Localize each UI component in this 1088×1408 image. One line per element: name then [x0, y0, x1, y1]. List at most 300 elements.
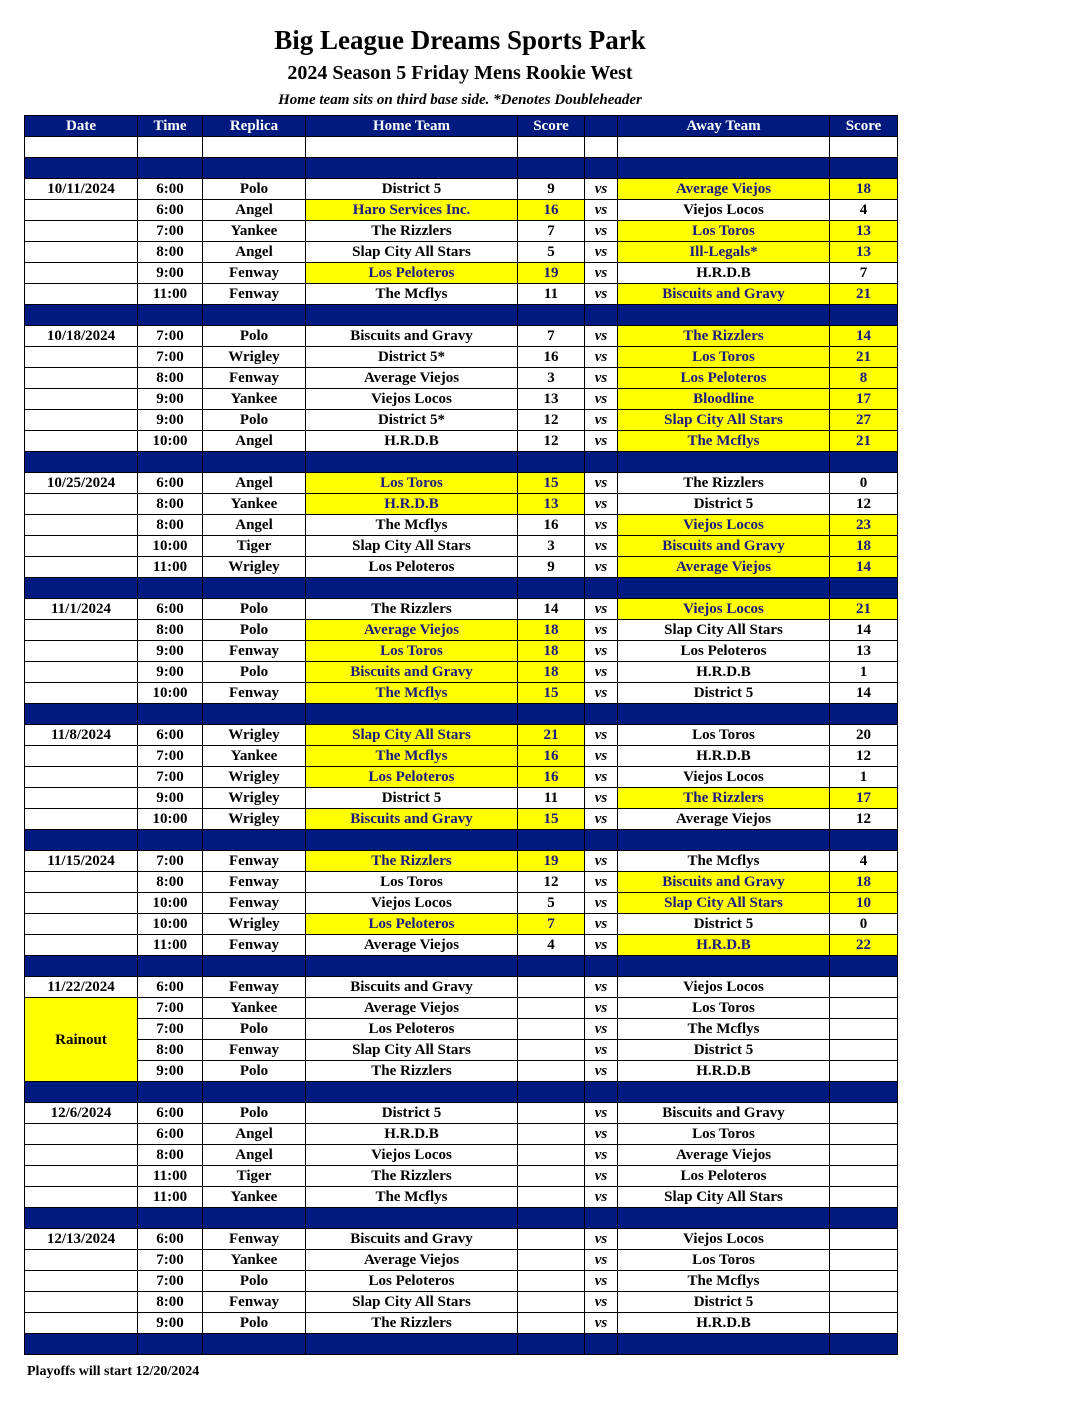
game-date — [25, 872, 138, 893]
home-score: 12 — [518, 410, 585, 431]
home-team: The Rizzlers — [306, 1313, 518, 1334]
away-score: 18 — [830, 179, 898, 200]
game-time: 11:00 — [138, 1166, 203, 1187]
home-score: 18 — [518, 662, 585, 683]
away-team: H.R.D.B — [618, 263, 830, 284]
home-score — [518, 1103, 585, 1124]
away-score: 10 — [830, 893, 898, 914]
vs-label: vs — [585, 1187, 618, 1208]
away-score: 27 — [830, 410, 898, 431]
away-team: Average Viejos — [618, 557, 830, 578]
vs-label: vs — [585, 1103, 618, 1124]
home-score: 3 — [518, 368, 585, 389]
away-score: 13 — [830, 221, 898, 242]
home-team: Slap City All Stars — [306, 725, 518, 746]
vs-label: vs — [585, 1124, 618, 1145]
vs-label: vs — [585, 347, 618, 368]
table-row — [25, 473, 898, 494]
page-title: Big League Dreams Sports Park — [274, 25, 646, 55]
game-time: 8:00 — [138, 515, 203, 536]
game-date — [25, 914, 138, 935]
home-score — [518, 1187, 585, 1208]
home-score: 13 — [518, 494, 585, 515]
home-team: District 5 — [306, 788, 518, 809]
home-score: 18 — [518, 620, 585, 641]
game-time: 6:00 — [138, 1229, 203, 1250]
table-row — [25, 515, 898, 536]
home-team: Biscuits and Gravy — [306, 977, 518, 998]
game-time: 10:00 — [138, 431, 203, 452]
game-date — [25, 242, 138, 263]
table-row — [25, 788, 898, 809]
game-date: 10/11/2024 — [25, 179, 138, 200]
game-date — [25, 284, 138, 305]
table-row — [25, 1187, 898, 1208]
away-team: H.R.D.B — [618, 1061, 830, 1082]
away-team: Los Toros — [618, 221, 830, 242]
vs-label: vs — [585, 683, 618, 704]
vs-label: vs — [585, 725, 618, 746]
away-team: Viejos Locos — [618, 1229, 830, 1250]
home-score — [518, 977, 585, 998]
home-team: Los Peloteros — [306, 1019, 518, 1040]
game-replica: Angel — [203, 1145, 306, 1166]
away-team: Los Peloteros — [618, 368, 830, 389]
vs-label: vs — [585, 494, 618, 515]
game-replica: Yankee — [203, 746, 306, 767]
game-replica: Wrigley — [203, 767, 306, 788]
table-row — [25, 893, 898, 914]
game-date — [25, 1250, 138, 1271]
table-row — [25, 221, 898, 242]
footer-note: Playoffs will start 12/20/2024 — [27, 1364, 200, 1379]
home-score: 7 — [518, 221, 585, 242]
game-time: 10:00 — [138, 914, 203, 935]
away-score — [830, 1061, 898, 1082]
vs-label: vs — [585, 1292, 618, 1313]
home-team: Haro Services Inc. — [306, 200, 518, 221]
week-separator-row — [25, 956, 898, 977]
vs-label: vs — [585, 284, 618, 305]
home-team: The Mcflys — [306, 1187, 518, 1208]
game-time: 6:00 — [138, 1103, 203, 1124]
away-score — [830, 1040, 898, 1061]
vs-label: vs — [585, 200, 618, 221]
game-replica: Polo — [203, 1313, 306, 1334]
vs-label: vs — [585, 809, 618, 830]
away-score: 14 — [830, 683, 898, 704]
table-row — [25, 1271, 898, 1292]
table-row — [25, 1166, 898, 1187]
vs-label: vs — [585, 326, 618, 347]
game-replica: Fenway — [203, 872, 306, 893]
home-score: 5 — [518, 893, 585, 914]
game-time: 8:00 — [138, 494, 203, 515]
game-time: 10:00 — [138, 809, 203, 830]
home-team: Los Peloteros — [306, 914, 518, 935]
home-team: Viejos Locos — [306, 893, 518, 914]
game-time: 9:00 — [138, 1061, 203, 1082]
away-score — [830, 1166, 898, 1187]
game-time: 6:00 — [138, 977, 203, 998]
game-time: 6:00 — [138, 200, 203, 221]
game-time: 7:00 — [138, 767, 203, 788]
game-date — [25, 1166, 138, 1187]
home-team: Slap City All Stars — [306, 536, 518, 557]
away-team: The Rizzlers — [618, 788, 830, 809]
game-replica: Wrigley — [203, 809, 306, 830]
game-date — [25, 1292, 138, 1313]
game-replica: Wrigley — [203, 557, 306, 578]
away-score: 21 — [830, 284, 898, 305]
table-row — [25, 536, 898, 557]
vs-label: vs — [585, 767, 618, 788]
col-header-home-team: Home Team — [306, 116, 518, 137]
game-replica: Polo — [203, 620, 306, 641]
away-score — [830, 1292, 898, 1313]
home-team: Slap City All Stars — [306, 1040, 518, 1061]
away-team: Slap City All Stars — [618, 620, 830, 641]
game-date — [25, 515, 138, 536]
table-row — [25, 1145, 898, 1166]
game-replica: Fenway — [203, 284, 306, 305]
col-header-vs — [585, 116, 618, 137]
game-date — [25, 368, 138, 389]
away-score — [830, 1271, 898, 1292]
away-team: H.R.D.B — [618, 746, 830, 767]
vs-label: vs — [585, 914, 618, 935]
home-team: Biscuits and Gravy — [306, 1229, 518, 1250]
table-row — [25, 368, 898, 389]
game-date — [25, 767, 138, 788]
table-row — [25, 410, 898, 431]
home-team: Los Toros — [306, 872, 518, 893]
table-row — [25, 998, 898, 1019]
game-date: 12/6/2024 — [25, 1103, 138, 1124]
game-time: 10:00 — [138, 893, 203, 914]
home-score: 16 — [518, 515, 585, 536]
away-team: Average Viejos — [618, 1145, 830, 1166]
away-score: 21 — [830, 431, 898, 452]
away-score — [830, 1313, 898, 1334]
game-replica: Fenway — [203, 368, 306, 389]
col-header-time: Time — [138, 116, 203, 137]
home-score: 15 — [518, 683, 585, 704]
home-score: 7 — [518, 326, 585, 347]
away-score: 18 — [830, 872, 898, 893]
away-score: 12 — [830, 746, 898, 767]
rainout-badge: Rainout — [25, 998, 138, 1082]
home-team: Viejos Locos — [306, 1145, 518, 1166]
home-team: District 5* — [306, 410, 518, 431]
table-row — [25, 1019, 898, 1040]
away-score: 4 — [830, 851, 898, 872]
game-replica: Polo — [203, 1271, 306, 1292]
table-row — [25, 767, 898, 788]
table-row — [25, 1250, 898, 1271]
home-score: 16 — [518, 347, 585, 368]
away-score — [830, 1019, 898, 1040]
game-date — [25, 1271, 138, 1292]
vs-label: vs — [585, 1229, 618, 1250]
home-score: 19 — [518, 851, 585, 872]
game-time: 9:00 — [138, 1313, 203, 1334]
home-score: 15 — [518, 473, 585, 494]
away-team: Los Peloteros — [618, 1166, 830, 1187]
away-score: 0 — [830, 473, 898, 494]
away-team: Los Toros — [618, 1124, 830, 1145]
game-replica: Wrigley — [203, 788, 306, 809]
vs-label: vs — [585, 242, 618, 263]
away-team: Viejos Locos — [618, 977, 830, 998]
week-separator-row — [25, 452, 898, 473]
week-separator-row — [25, 305, 898, 326]
game-date — [25, 536, 138, 557]
game-replica: Angel — [203, 242, 306, 263]
vs-label: vs — [585, 620, 618, 641]
game-time: 7:00 — [138, 1250, 203, 1271]
away-team: District 5 — [618, 1040, 830, 1061]
game-time: 6:00 — [138, 725, 203, 746]
col-header-away-score: Score — [830, 116, 898, 137]
home-score: 7 — [518, 914, 585, 935]
away-team: Viejos Locos — [618, 767, 830, 788]
table-row — [25, 200, 898, 221]
away-team: Bloodline — [618, 389, 830, 410]
home-score — [518, 1229, 585, 1250]
game-replica: Angel — [203, 515, 306, 536]
home-score: 12 — [518, 872, 585, 893]
vs-label: vs — [585, 368, 618, 389]
home-team: Biscuits and Gravy — [306, 326, 518, 347]
game-date — [25, 620, 138, 641]
page-note: Home team sits on third base side. *Denotes Doubleheader — [278, 92, 642, 108]
table-row — [25, 725, 898, 746]
table-row — [25, 662, 898, 683]
game-time: 8:00 — [138, 368, 203, 389]
home-team: The Mcflys — [306, 284, 518, 305]
vs-label: vs — [585, 998, 618, 1019]
home-score — [518, 998, 585, 1019]
home-team: District 5 — [306, 179, 518, 200]
vs-label: vs — [585, 221, 618, 242]
schedule-body — [25, 137, 898, 1355]
home-score — [518, 1040, 585, 1061]
game-replica: Polo — [203, 179, 306, 200]
away-score: 21 — [830, 599, 898, 620]
table-row — [25, 179, 898, 200]
home-team: The Rizzlers — [306, 1166, 518, 1187]
home-score — [518, 1250, 585, 1271]
away-score: 7 — [830, 263, 898, 284]
home-team: Los Peloteros — [306, 263, 518, 284]
game-time: 10:00 — [138, 536, 203, 557]
home-team: Slap City All Stars — [306, 242, 518, 263]
away-team: Biscuits and Gravy — [618, 536, 830, 557]
vs-label: vs — [585, 431, 618, 452]
table-row — [25, 977, 898, 998]
away-score: 13 — [830, 641, 898, 662]
table-row — [25, 494, 898, 515]
game-time: 7:00 — [138, 1019, 203, 1040]
away-team: The Mcflys — [618, 851, 830, 872]
game-date — [25, 347, 138, 368]
home-score: 12 — [518, 431, 585, 452]
home-score: 13 — [518, 389, 585, 410]
away-team: District 5 — [618, 1292, 830, 1313]
game-time: 7:00 — [138, 746, 203, 767]
away-score: 14 — [830, 557, 898, 578]
away-score: 12 — [830, 809, 898, 830]
table-row — [25, 242, 898, 263]
game-replica: Polo — [203, 599, 306, 620]
table-row — [25, 284, 898, 305]
game-replica: Yankee — [203, 998, 306, 1019]
home-score — [518, 1019, 585, 1040]
away-team: Los Toros — [618, 347, 830, 368]
home-score: 21 — [518, 725, 585, 746]
vs-label: vs — [585, 410, 618, 431]
table-row — [25, 1061, 898, 1082]
game-date — [25, 494, 138, 515]
away-team: Viejos Locos — [618, 200, 830, 221]
vs-label: vs — [585, 1145, 618, 1166]
home-score: 18 — [518, 641, 585, 662]
week-separator-row — [25, 830, 898, 851]
game-time: 10:00 — [138, 683, 203, 704]
home-team: H.R.D.B — [306, 1124, 518, 1145]
home-team: The Mcflys — [306, 683, 518, 704]
table-row — [25, 557, 898, 578]
table-row — [25, 872, 898, 893]
game-date — [25, 389, 138, 410]
away-score: 12 — [830, 494, 898, 515]
game-time: 7:00 — [138, 347, 203, 368]
away-score — [830, 1145, 898, 1166]
home-score: 11 — [518, 788, 585, 809]
away-score — [830, 998, 898, 1019]
game-replica: Yankee — [203, 389, 306, 410]
vs-label: vs — [585, 557, 618, 578]
away-score: 1 — [830, 767, 898, 788]
home-score: 5 — [518, 242, 585, 263]
game-replica: Polo — [203, 410, 306, 431]
game-replica: Angel — [203, 1124, 306, 1145]
away-team: The Rizzlers — [618, 326, 830, 347]
home-team: The Rizzlers — [306, 599, 518, 620]
game-time: 11:00 — [138, 284, 203, 305]
vs-label: vs — [585, 179, 618, 200]
table-row — [25, 1313, 898, 1334]
away-score: 18 — [830, 536, 898, 557]
week-separator-row — [25, 1082, 898, 1103]
game-time: 7:00 — [138, 326, 203, 347]
away-score: 23 — [830, 515, 898, 536]
game-time: 8:00 — [138, 620, 203, 641]
game-time: 7:00 — [138, 998, 203, 1019]
vs-label: vs — [585, 662, 618, 683]
vs-label: vs — [585, 473, 618, 494]
away-score: 8 — [830, 368, 898, 389]
game-replica: Wrigley — [203, 914, 306, 935]
away-score: 14 — [830, 620, 898, 641]
away-score: 17 — [830, 389, 898, 410]
away-team: The Mcflys — [618, 1019, 830, 1040]
home-team: Biscuits and Gravy — [306, 662, 518, 683]
vs-label: vs — [585, 536, 618, 557]
away-team: Slap City All Stars — [618, 410, 830, 431]
home-team: Los Toros — [306, 473, 518, 494]
table-row — [25, 1292, 898, 1313]
home-score — [518, 1313, 585, 1334]
game-time: 6:00 — [138, 473, 203, 494]
away-score: 14 — [830, 326, 898, 347]
game-replica: Angel — [203, 473, 306, 494]
table-header-row — [25, 116, 898, 137]
game-time: 8:00 — [138, 1145, 203, 1166]
home-team: Slap City All Stars — [306, 1292, 518, 1313]
vs-label: vs — [585, 1313, 618, 1334]
game-date — [25, 935, 138, 956]
page-subtitle: 2024 Season 5 Friday Mens Rookie West — [287, 62, 633, 84]
game-replica: Polo — [203, 1061, 306, 1082]
game-date — [25, 410, 138, 431]
game-replica: Fenway — [203, 977, 306, 998]
home-score: 16 — [518, 746, 585, 767]
home-score — [518, 1061, 585, 1082]
game-date — [25, 557, 138, 578]
home-score — [518, 1166, 585, 1187]
game-replica: Polo — [203, 326, 306, 347]
away-score: 21 — [830, 347, 898, 368]
table-row — [25, 851, 898, 872]
game-date: 11/15/2024 — [25, 851, 138, 872]
game-time: 8:00 — [138, 1292, 203, 1313]
game-date — [25, 1187, 138, 1208]
away-score: 20 — [830, 725, 898, 746]
away-team: Los Peloteros — [618, 641, 830, 662]
game-date — [25, 641, 138, 662]
vs-label: vs — [585, 746, 618, 767]
table-row — [25, 389, 898, 410]
home-team: Average Viejos — [306, 935, 518, 956]
away-team: The Rizzlers — [618, 473, 830, 494]
table-row — [25, 914, 898, 935]
table-row — [25, 809, 898, 830]
game-replica: Fenway — [203, 641, 306, 662]
home-team: Viejos Locos — [306, 389, 518, 410]
away-score — [830, 1229, 898, 1250]
home-score: 9 — [518, 179, 585, 200]
col-header-away-team: Away Team — [618, 116, 830, 137]
vs-label: vs — [585, 788, 618, 809]
game-date — [25, 893, 138, 914]
away-team: Slap City All Stars — [618, 1187, 830, 1208]
away-team: Viejos Locos — [618, 515, 830, 536]
home-score: 3 — [518, 536, 585, 557]
table-row — [25, 641, 898, 662]
home-score: 16 — [518, 200, 585, 221]
vs-label: vs — [585, 893, 618, 914]
away-score: 13 — [830, 242, 898, 263]
game-replica: Polo — [203, 662, 306, 683]
week-separator-row — [25, 158, 898, 179]
home-team: Average Viejos — [306, 998, 518, 1019]
table-row — [25, 347, 898, 368]
game-time: 7:00 — [138, 851, 203, 872]
home-score: 15 — [518, 809, 585, 830]
away-team: Biscuits and Gravy — [618, 284, 830, 305]
